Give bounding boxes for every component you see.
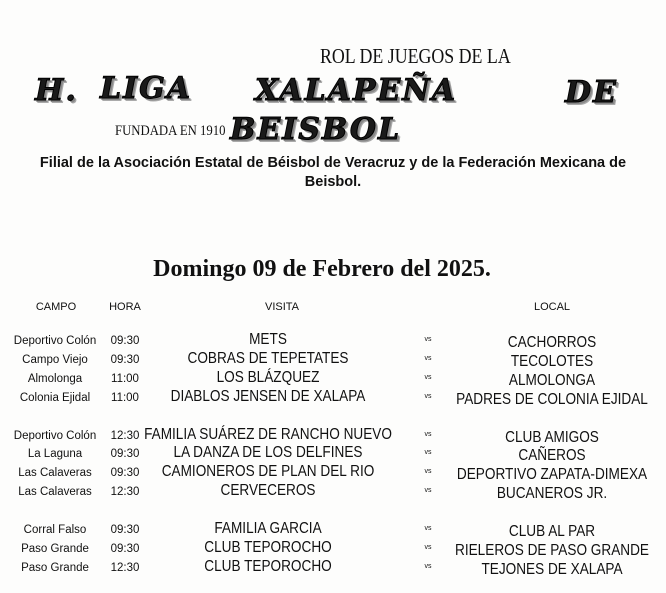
campo-cell: Colonia Ejidal (19, 392, 91, 404)
visita-cell: METS (249, 331, 287, 348)
hora-cell: 09:30 (110, 448, 140, 460)
visita-cell: FAMILIA SUÁREZ DE RANCHO NUEVO (144, 426, 392, 443)
title-beisbol: BEISBOL (230, 112, 402, 147)
visita-cell: CLUB TEPOROCHO (204, 558, 332, 575)
local-cell: RIELEROS DE PASO GRANDE (455, 542, 649, 559)
filial-text: Filial de la Asociación Estatal de Béisbol de Veracruz y de la Federación Mexicana de (39, 155, 627, 171)
local-cell: CAÑEROS (518, 447, 586, 464)
vs-label: vs (424, 374, 432, 381)
title-word-h: H. (35, 73, 78, 108)
visita-cell: CAMIONEROS DE PLAN DEL RIO (161, 463, 375, 480)
title-word-liga: LIGA (100, 71, 193, 106)
vs-label: vs (424, 336, 432, 343)
campo-cell: Las Calaveras (18, 467, 92, 479)
campo-cell: Corral Falso (23, 524, 87, 536)
title-word-de: DE (565, 75, 618, 110)
hora-cell: 09:30 (110, 354, 140, 366)
local-cell: ALMOLONGA (508, 372, 596, 389)
filial-text-2: Beisbol. (304, 174, 362, 190)
vs-label: vs (424, 449, 432, 456)
fundada-text: FUNDADA EN 1910 (115, 123, 226, 139)
vs-label: vs (424, 393, 432, 400)
hora-cell: 09:30 (110, 524, 140, 536)
vs-label: vs (424, 544, 432, 551)
visita-cell: LOS BLÁZQUEZ (216, 369, 320, 386)
vs-label: vs (424, 355, 432, 362)
vs-label: vs (424, 431, 432, 438)
campo-cell: Paso Grande (21, 543, 89, 555)
local-cell: PADRES DE COLONIA EJIDAL (456, 391, 648, 408)
visita-cell: CERVECEROS (220, 482, 316, 499)
campo-cell: Deportivo Colón (13, 335, 97, 347)
date-heading: Domingo 09 de Febrero del 2025. (153, 256, 491, 282)
visita-cell: CLUB TEPOROCHO (204, 539, 332, 556)
hora-cell: 11:00 (111, 373, 139, 385)
local-cell: CLUB AL PAR (508, 523, 596, 540)
vs-label: vs (424, 487, 432, 494)
campo-cell: Almolonga (27, 373, 83, 385)
visita-cell: DIABLOS JENSEN DE XALAPA (170, 388, 366, 405)
rol-heading: ROL DE JUEGOS DE LA (320, 44, 511, 68)
visita-cell: LA DANZA DE LOS DELFINES (173, 444, 363, 461)
campo-cell: La Laguna (27, 448, 83, 460)
local-cell: DEPORTIVO ZAPATA-DIMEXA (456, 466, 648, 483)
hora-cell: 11:00 (111, 392, 139, 404)
visita-cell: FAMILIA GARCIA (214, 520, 322, 537)
local-cell: CACHORROS (507, 334, 597, 351)
hora-cell: 12:30 (110, 430, 140, 442)
vs-label: vs (424, 525, 432, 532)
local-cell: CLUB AMIGOS (505, 429, 599, 446)
local-cell: BUCANEROS JR. (496, 485, 608, 502)
column-header-visita: VISITA (264, 301, 300, 313)
title-word-xalapena: XALAPEÑA (255, 73, 457, 108)
campo-cell: Deportivo Colón (13, 430, 97, 442)
vs-label: vs (424, 468, 432, 475)
visita-cell: COBRAS DE TEPETATES (187, 350, 349, 367)
hora-cell: 09:30 (110, 543, 140, 555)
column-header-local: LOCAL (533, 301, 571, 313)
vs-label: vs (424, 563, 432, 570)
hora-cell: 09:30 (110, 467, 140, 479)
hora-cell: 12:30 (110, 562, 140, 574)
hora-cell: 12:30 (110, 486, 140, 498)
campo-cell: Campo Viejo (22, 354, 88, 366)
column-header-hora: HORA (109, 301, 141, 313)
campo-cell: Las Calaveras (18, 486, 92, 498)
column-header-campo: CAMPO (35, 301, 77, 313)
hora-cell: 09:30 (110, 335, 140, 347)
campo-cell: Paso Grande (21, 562, 89, 574)
local-cell: TECOLOTES (510, 353, 594, 370)
local-cell: TEJONES DE XALAPA (481, 561, 623, 578)
